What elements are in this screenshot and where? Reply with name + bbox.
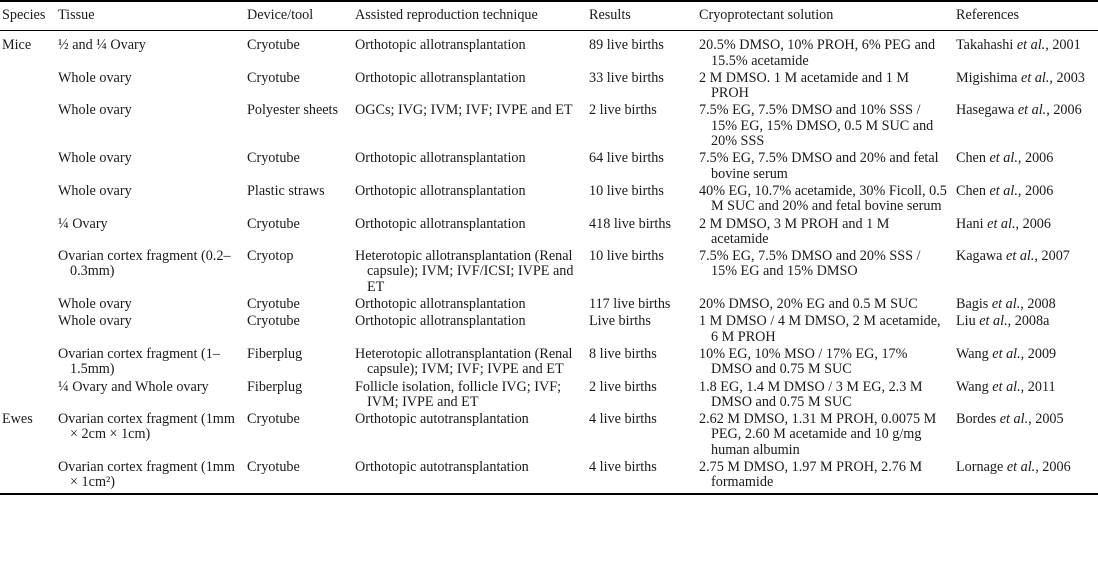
cell-species <box>0 151 56 184</box>
cell-results <box>587 347 697 380</box>
header-device: Device/tool <box>245 1 353 31</box>
cell-reference <box>954 297 1098 314</box>
cell-tissue <box>56 71 245 104</box>
reference-etal: et al. <box>1017 102 1047 119</box>
cell-cryoprotectant <box>697 380 954 413</box>
cell-cryoprotectant <box>697 347 954 380</box>
results-text: 33 live births <box>589 69 664 86</box>
cell-reference <box>954 249 1098 297</box>
cryoprotectant-text: 2 M DMSO, 3 M PROH and 1 M acetamide <box>699 215 890 247</box>
cell-reference <box>954 71 1098 104</box>
tissue-text: Whole ovary <box>58 296 132 313</box>
cell-results <box>587 103 697 151</box>
device-text: Cryotube <box>247 313 300 330</box>
results-text: 418 live births <box>589 215 671 232</box>
cell-technique <box>353 249 587 297</box>
cell-technique <box>353 314 587 347</box>
cell-species <box>0 314 56 347</box>
cell-cryoprotectant <box>697 314 954 347</box>
reference-year: , 2006 <box>1046 102 1082 119</box>
cryoprotectant-text: 40% EG, 10.7% acetamide, 30% Ficoll, 0.5 M SUC and 20% and fetal bovine serum <box>699 182 947 215</box>
cell-results <box>587 184 697 217</box>
device-text: Fiberplug <box>247 378 303 395</box>
reference-author: Hasegawa <box>956 102 1015 119</box>
cell-tissue <box>56 412 245 460</box>
results-text: 2 live births <box>589 378 657 395</box>
cryoprotectant-text: 2.75 M DMSO, 1.97 M PROH, 2.76 M formamide <box>699 459 923 491</box>
tissue-text: Whole ovary <box>58 313 132 330</box>
cell-reference <box>954 184 1098 217</box>
cryoprotectant-text: 2 M DMSO. 1 M acetamide and 1 M PROH <box>699 69 910 102</box>
cell-tissue <box>56 314 245 347</box>
cell-technique <box>353 297 587 314</box>
cell-cryoprotectant <box>697 412 954 460</box>
technique-text: Heterotopic allotransplantation (Renal capsule); IVM; IVF/ICSI; IVPE and ET <box>355 248 574 295</box>
cell-device <box>245 71 353 104</box>
reference-text <box>956 71 1094 86</box>
cell-reference <box>954 412 1098 460</box>
reference-text <box>956 217 1094 232</box>
cell-tissue <box>56 297 245 314</box>
cryoprotectant-text: 20.5% DMSO, 10% PROH, 6% PEG and 15.5% acetamide <box>699 37 936 69</box>
cell-technique <box>353 184 587 217</box>
cell-results <box>587 297 697 314</box>
tissue-text: ½ and ¼ Ovary <box>58 37 146 54</box>
reference-text <box>956 297 1094 312</box>
cell-results <box>587 249 697 297</box>
reference-author: Lornage <box>956 459 1004 476</box>
device-text: Cryotube <box>247 69 300 86</box>
cryoprotectant-text: 2.62 M DMSO, 1.31 M PROH, 0.0075 M PEG, 2.60 M acetamide and 10 g/mg human albumin <box>699 411 937 458</box>
technique-text: Orthotopic autotransplantation <box>355 411 529 428</box>
reference-author: Hani <box>956 215 984 232</box>
cell-species <box>0 31 56 71</box>
cell-tissue <box>56 103 245 151</box>
reference-etal: et al. <box>1016 37 1046 54</box>
reference-text <box>956 347 1094 362</box>
cell-device <box>245 460 353 494</box>
technique-text: OGCs; IVG; IVM; IVF; IVPE and ET <box>355 102 573 119</box>
cell-results <box>587 71 697 104</box>
cell-tissue <box>56 217 245 250</box>
reference-year: , 2006 <box>1017 182 1054 199</box>
cell-device <box>245 184 353 217</box>
table-row <box>0 460 1098 494</box>
header-references: References <box>954 1 1098 31</box>
tissue-text: Ovarian cortex fragment (1mm × 2cm × 1cm) <box>58 411 235 443</box>
cell-cryoprotectant <box>697 249 954 297</box>
cell-reference <box>954 380 1098 413</box>
reference-year: , 2009 <box>1020 345 1057 362</box>
table-row <box>0 184 1098 217</box>
technique-text: Orthotopic allotransplantation <box>355 182 526 199</box>
reference-year: , 2007 <box>1034 248 1070 265</box>
results-text: 64 live births <box>589 150 664 167</box>
reference-year: , 2006 <box>1035 459 1071 476</box>
results-text: 4 live births <box>589 459 657 476</box>
cell-tissue <box>56 151 245 184</box>
tissue-text: ¼ Ovary <box>58 215 108 232</box>
reference-text <box>956 184 1094 199</box>
reference-author: Bagis <box>956 296 989 313</box>
cell-technique <box>353 217 587 250</box>
cell-reference <box>954 103 1098 151</box>
cell-species <box>0 249 56 297</box>
table-row <box>0 380 1098 413</box>
cell-cryoprotectant <box>697 217 954 250</box>
technique-text: Orthotopic allotransplantation <box>355 296 526 313</box>
header-technique: Assisted reproduction technique <box>353 1 587 31</box>
cell-device <box>245 151 353 184</box>
reference-etal: et al. <box>989 150 1018 167</box>
reference-text <box>956 249 1094 264</box>
table-header <box>0 1 1098 31</box>
reference-text <box>956 412 1094 427</box>
cell-species <box>0 347 56 380</box>
reference-author: Bordes <box>956 411 997 428</box>
table-row <box>0 31 1098 71</box>
cell-results <box>587 151 697 184</box>
table-row <box>0 103 1098 151</box>
device-text: Fiberplug <box>247 345 303 362</box>
cell-species <box>0 297 56 314</box>
cell-technique <box>353 347 587 380</box>
reference-author: Chen <box>956 150 986 167</box>
cell-technique <box>353 151 587 184</box>
cryoprotectant-text: 20% DMSO, 20% EG and 0.5 M SUC <box>699 296 918 313</box>
tissue-text: Ovarian cortex fragment (0.2–0.3mm) <box>58 248 231 280</box>
cryoprotectant-text: 7.5% EG, 7.5% DMSO and 10% SSS / 15% EG, 15% DMSO, 0.5 M SUC and 20% SSS <box>699 102 934 150</box>
table-row <box>0 217 1098 250</box>
table-row <box>0 347 1098 380</box>
table-body <box>0 31 1098 494</box>
cell-species <box>0 71 56 104</box>
cell-tissue <box>56 184 245 217</box>
tissue-text: ¼ Ovary and Whole ovary <box>58 378 209 395</box>
reference-etal: et al. <box>999 411 1029 428</box>
reference-text <box>956 460 1094 475</box>
technique-text: Orthotopic allotransplantation <box>355 215 526 232</box>
cell-device <box>245 31 353 71</box>
cryoprotectant-text: 10% EG, 10% MSO / 17% EG, 17% DMSO and 0.75 M SUC <box>699 345 908 378</box>
cell-species <box>0 184 56 217</box>
cryoprotectant-text: 7.5% EG, 7.5% DMSO and 20% SSS / 15% EG and 15% DMSO <box>699 248 921 280</box>
table-row <box>0 297 1098 314</box>
reference-year: , 2008 <box>1020 296 1056 313</box>
tissue-text: Ovarian cortex fragment (1–1.5mm) <box>58 345 220 378</box>
tissue-text: Whole ovary <box>58 69 132 86</box>
tissue-text: Whole ovary <box>58 182 132 199</box>
reference-author: Migishima <box>956 69 1018 86</box>
cell-reference <box>954 151 1098 184</box>
cell-results <box>587 314 697 347</box>
device-text: Cryotube <box>247 150 300 167</box>
cell-device <box>245 249 353 297</box>
cryoprotectant-text: 7.5% EG, 7.5% DMSO and 20% and fetal bovine serum <box>699 150 939 182</box>
cell-technique <box>353 103 587 151</box>
table-row <box>0 249 1098 297</box>
results-text: Live births <box>589 313 651 330</box>
reference-etal: et al. <box>1021 69 1050 86</box>
cell-device <box>245 412 353 460</box>
tissue-text: Ovarian cortex fragment (1mm × 1cm²) <box>58 459 235 491</box>
header-cryoprotectant: Cryoprotectant solution <box>697 1 954 31</box>
reference-year: , 2011 <box>1020 378 1056 395</box>
reference-year: , 2005 <box>1028 411 1064 428</box>
results-text: 10 live births <box>589 248 664 265</box>
reference-etal: et al. <box>989 182 1018 199</box>
reference-year: , 2003 <box>1049 69 1085 86</box>
device-text: Cryotop <box>247 248 294 265</box>
reference-etal: et al. <box>992 378 1021 395</box>
technique-text: Heterotopic allotransplantation (Renal capsule); IVM; IVF; IVPE and ET <box>355 345 573 378</box>
cell-results <box>587 217 697 250</box>
device-text: Cryotube <box>247 459 300 476</box>
device-text: Cryotube <box>247 37 300 54</box>
cell-reference <box>954 31 1098 71</box>
cell-cryoprotectant <box>697 31 954 71</box>
cell-results <box>587 460 697 494</box>
table-row <box>0 314 1098 347</box>
cell-results <box>587 412 697 460</box>
results-text: 8 live births <box>589 345 657 362</box>
cell-tissue <box>56 347 245 380</box>
results-text: 89 live births <box>589 37 664 54</box>
reference-etal: et al. <box>979 313 1008 330</box>
cell-species <box>0 412 56 460</box>
reference-year: , 2001 <box>1045 37 1081 54</box>
cell-device <box>245 347 353 380</box>
cell-cryoprotectant <box>697 71 954 104</box>
device-text: Cryotube <box>247 411 300 428</box>
device-text: Cryotube <box>247 215 300 232</box>
cell-species <box>0 217 56 250</box>
cell-species <box>0 380 56 413</box>
reference-author: Liu <box>956 313 976 330</box>
reference-text <box>956 380 1094 395</box>
cell-technique <box>353 380 587 413</box>
technique-text: Orthotopic allotransplantation <box>355 313 526 330</box>
cell-cryoprotectant <box>697 151 954 184</box>
technique-text: Orthotopic allotransplantation <box>355 150 526 167</box>
cell-device <box>245 297 353 314</box>
results-text: 4 live births <box>589 411 657 428</box>
header-row <box>0 1 1098 31</box>
device-text: Cryotube <box>247 296 300 313</box>
cell-technique <box>353 71 587 104</box>
cryoprotectant-text: 1.8 EG, 1.4 M DMSO / 3 M EG, 2.3 M DMSO and 0.75 M SUC <box>699 378 923 410</box>
cell-reference <box>954 347 1098 380</box>
cell-reference <box>954 460 1098 494</box>
reference-text <box>956 38 1094 53</box>
cell-tissue <box>56 460 245 494</box>
species-text: Mice <box>2 37 32 54</box>
reference-etal: et al. <box>1006 459 1036 476</box>
reference-etal: et al. <box>987 215 1016 232</box>
reference-text <box>956 103 1094 118</box>
reference-author: Wang <box>956 378 989 395</box>
header-tissue: Tissue <box>56 1 245 31</box>
reference-author: Chen <box>956 182 986 199</box>
reference-year: , 2008a <box>1007 313 1050 330</box>
cryoprotectant-text: 1 M DMSO / 4 M DMSO, 2 M acetamide, 6 M PROH <box>699 313 941 345</box>
reference-text <box>956 314 1094 329</box>
cell-species <box>0 460 56 494</box>
cell-device <box>245 217 353 250</box>
device-text: Polyester sheets <box>247 102 339 119</box>
cell-species <box>0 103 56 151</box>
technique-text: Orthotopic autotransplantation <box>355 459 529 476</box>
technique-text: Orthotopic allotransplantation <box>355 37 526 54</box>
cell-results <box>587 31 697 71</box>
cell-cryoprotectant <box>697 297 954 314</box>
reference-etal: et al. <box>1006 248 1035 265</box>
cell-technique <box>353 31 587 71</box>
reference-year: , 2006 <box>1017 150 1054 167</box>
reference-etal: et al. <box>991 296 1021 313</box>
results-text: 117 live births <box>589 296 671 313</box>
species-text: Ewes <box>2 411 33 428</box>
cell-device <box>245 380 353 413</box>
header-species: Species <box>0 1 56 31</box>
cell-results <box>587 380 697 413</box>
reference-etal: et al. <box>992 345 1021 362</box>
cell-reference <box>954 314 1098 347</box>
tissue-text: Whole ovary <box>58 150 132 167</box>
cell-cryoprotectant <box>697 103 954 151</box>
tissue-text: Whole ovary <box>58 102 132 119</box>
cell-technique <box>353 412 587 460</box>
results-text: 10 live births <box>589 182 664 199</box>
cell-tissue <box>56 380 245 413</box>
cell-cryoprotectant <box>697 184 954 217</box>
reference-author: Takahashi <box>956 37 1014 54</box>
technique-text: Orthotopic allotransplantation <box>355 69 526 86</box>
reference-text <box>956 151 1094 166</box>
reference-author: Kagawa <box>956 248 1003 265</box>
table-row <box>0 151 1098 184</box>
cell-device <box>245 314 353 347</box>
header-results: Results <box>587 1 697 31</box>
cell-device <box>245 103 353 151</box>
cell-cryoprotectant <box>697 460 954 494</box>
table-row <box>0 71 1098 104</box>
table-row <box>0 412 1098 460</box>
technique-text: Follicle isolation, follicle IVG; IVF; IVM; IVPE and ET <box>355 378 562 410</box>
cell-tissue <box>56 249 245 297</box>
reference-author: Wang <box>956 345 989 362</box>
cell-technique <box>353 460 587 494</box>
results-text: 2 live births <box>589 102 657 119</box>
device-text: Plastic straws <box>247 182 325 199</box>
reference-year: , 2006 <box>1015 215 1051 232</box>
cell-reference <box>954 217 1098 250</box>
cell-tissue <box>56 31 245 71</box>
